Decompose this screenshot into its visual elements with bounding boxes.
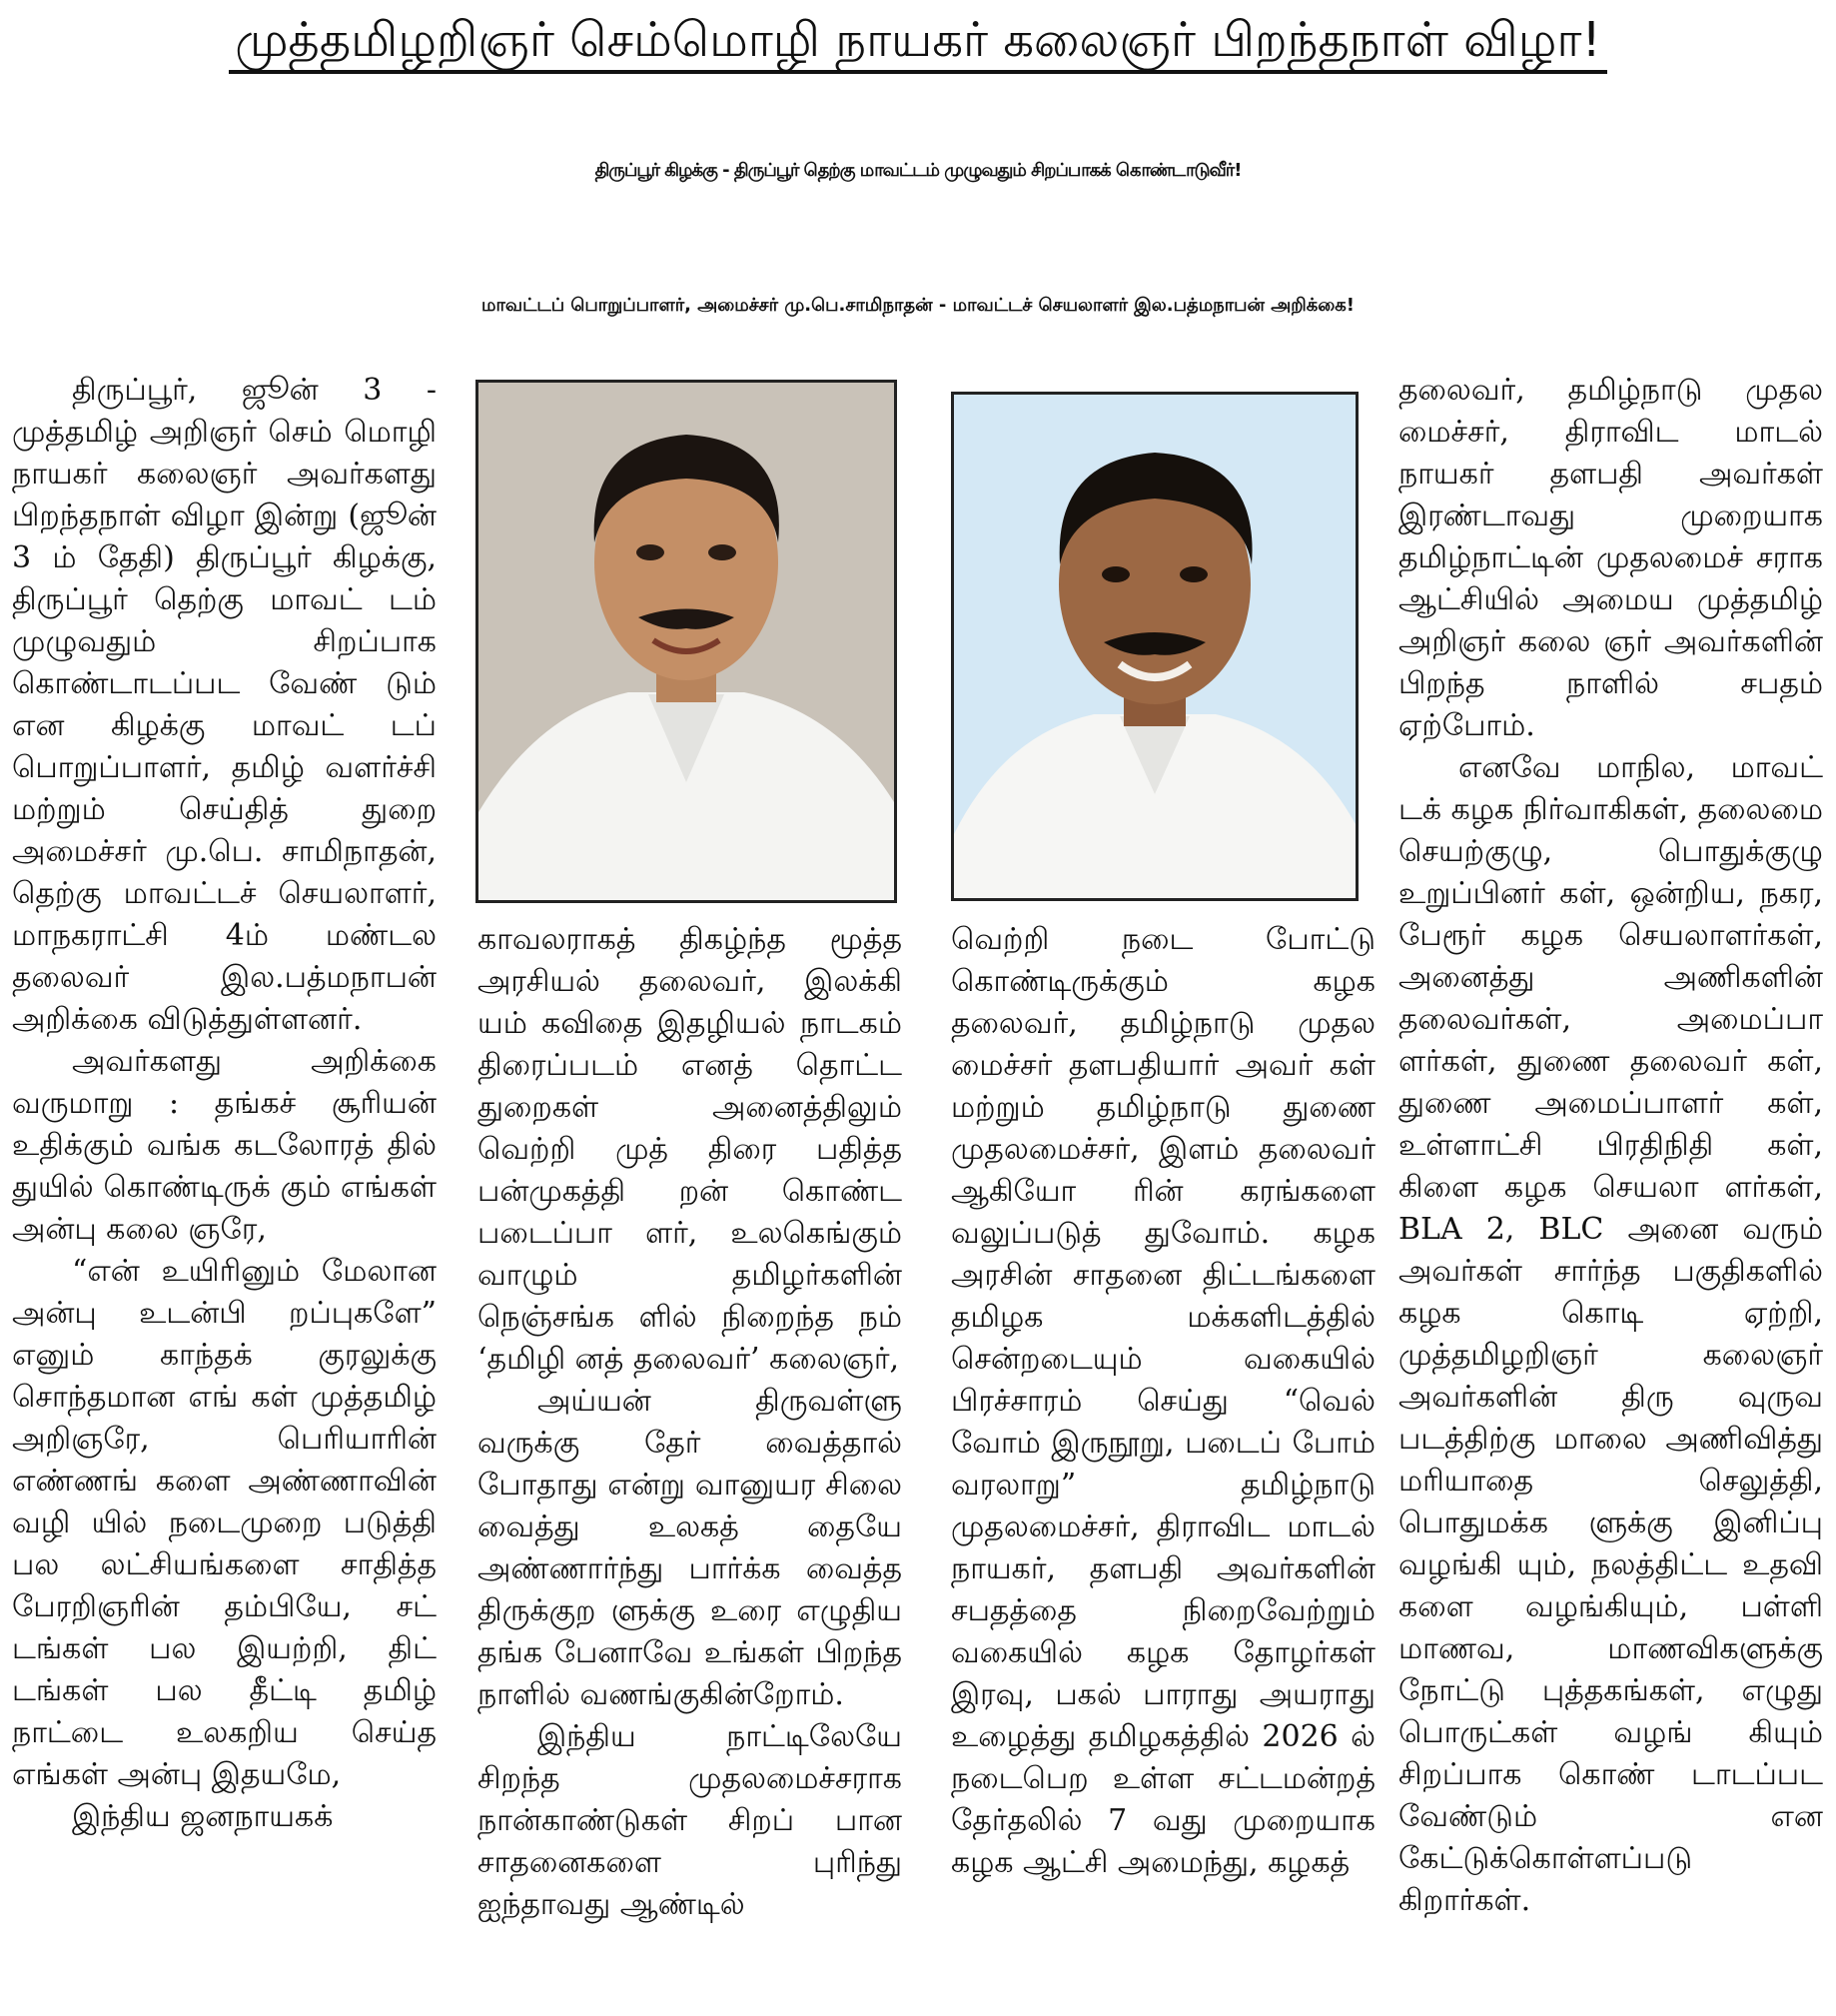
kicker (0, 8, 1836, 72)
paragraph: அய்யன் திருவள்ளு வருக்கு தேர் வைத்தால் போதாது என்று வானுயர சிலை வைத்து உலகத் தையே அண்ணார்ந்து பார்க்க வைத்த திருக்குற ளுக்கு உரை எழுதிய தங்க பேனாவே உங்கள் பிறந்த நாளில் வணங்குகின்றோம். (477, 1384, 902, 1712)
paragraph: திருப்பூர், ஜூன் 3 - முத்தமிழ் அறிஞர் செம் மொழி நாயகர் கலைஞர் அவர்களது பிறந்தநாள் விழா இன்று (ஜூன் 3 ம் தேதி) திருப்பூர் கிழக்கு, திருப்பூர் தெற்கு மாவட் டம் முழுவதும் சிறப்பாக கொண்டாடப்பட வேண் டும் என கிழக்கு மாவட் டப் பொறுப்பாளர், தமிழ் வளர்ச்சி மற்றும் செய்தித் துறை அமைச்சர் மு.பெ. சாமிநாதன், தெற்கு மாவட்டச் செயலாளர், மாநகராட்சி 4ம் மண்டல தலைவர் இல.பத்மநாபன் அறிக்கை விடுத்துள்ளனர். (12, 373, 437, 1037)
paragraph: அவர்களது அறிக்கை வருமாறு : தங்கச் சூரியன் உதிக்கும் வங்க கடலோரத் தில் துயில் கொண்டிருக் கும் எங்கள் அன்பு கலை ஞரே, (12, 1044, 437, 1247)
subhead: மாவட்டப் பொறுப்பாளர், அமைச்சர் மு.பெ.சாமிநாதன் - மாவட்டச் செயலாளர் இல.பத்மநாபன் அறிக்கை! (480, 295, 1356, 316)
paragraph: இந்திய நாட்டிலேயே சிறந்த முதலமைச்சராக நான்காண்டுகள் சிறப் பான சாதனைகளை புரிந்து ஐந்தாவது ஆண்டில் (477, 1719, 902, 1922)
paragraph: இந்திய ஜனநாயகக் (72, 1799, 334, 1834)
paragraph: எனவே மாநில, மாவட் டக் கழக நிர்வாகிகள், தலைமை செயற்குழு, பொதுக்குழு உறுப்பினர் கள், ஒன்றிய, நகர, பேரூர் கழக செயலாளர்கள், அனைத்து அணிகளின் தலைவர்கள், அமைப்பா ளர்கள், துணை தலைவர் கள், துணை அமைப்பாளர் கள், உள்ளாட்சி பிரதிநிதி கள், கிளை கழக செயலா ளர்கள், BLA 2, BLC அனை வரும் அவர்கள் சார்ந்த பகுதிகளில் கழக கொடி ஏற்றி, முத்தமிழறிஞர் கலைஞர் அவர்களின் திரு வுருவ படத்திற்கு மாலை அணிவித்து மரியாதை செலுத்தி, பொதுமக்க ளுக்கு இனிப்பு வழங்கி யும், நலத்திட்ட உதவி களை வழங்கியும், பள்ளி மாணவ, மாணவிகளுக்கு நோட்டு புத்தகங்கள், எழுது பொருட்கள் வழங் கியும் சிறப்பாக கொண் டாடப்பட வேண்டும் என கேட்டுக்கொள்ளப்படு கிறார்கள். (1398, 750, 1823, 1918)
headline: திருப்பூர் கிழக்கு - திருப்பூர் தெற்கு மாவட்டம் முழுவதும் சிறப்பாகக் கொண்டாடுவீர்! (594, 160, 1242, 181)
paragraph: வெற்றி நடை போட்டு கொண்டிருக்கும் கழக தலைவர், தமிழ்நாடு முதல மைச்சர் தளபதியார் அவர் கள் மற்றும் தமிழ்நாடு துணை முதலமைச்சர், இளம் தலைவர் ஆகியோ ரின் கரங்களை வலுப்படுத் துவோம். கழக அரசின் சாதனை திட்டங்களை தமிழக மக்களிடத்தில் சென்றடையும் வகையில் பிரச்சாரம் செய்து “வெல் வோம் இருநூறு, படைப் போம் வரலாறு” தமிழ்நாடு முதலமைச்சர், திராவிட மாடல் நாயகர், தளபதி அவர்களின் சபதத்தை நிறைவேற்றும் வகையில் கழக தோழர்கள் இரவு, பகல் பாராது அயராது உழைத்து தமிழகத்தில் 2026 ல் நடைபெற உள்ள சட்டமன்றத் தேர்தலில் 7 வது முறையாக கழக ஆட்சி அமைந்து, கழகத் (951, 922, 1376, 1880)
person-portrait-icon (478, 383, 894, 900)
paragraph: காவலராகத் திகழ்ந்த மூத்த அரசியல் தலைவர், இலக்கி யம் கவிதை இதழியல் நாடகம் திரைப்படம் எனத் தொட்ட துறைகள் அனைத்திலும் வெற்றி முத் திரை பதித்த பன்முகத்தி றன் கொண்ட படைப்பா ளர், உலகெங்கும் வாழும் தமிழர்களின் நெஞ்சங்க ளில் நிறைந்த நம் ‘தமிழி னத் தலைவர்’ கலைஞர், (477, 922, 902, 1377)
portrait-photo-right (951, 392, 1359, 901)
paragraph: தலைவர், தமிழ்நாடு முதல மைச்சர், திராவிட மாடல் நாயகர் தளபதி அவர்கள் இரண்டாவது முறையாக தமிழ்நாட்டின் முதலமைச் சராக ஆட்சியில் அமைய முத்தமிழ் அறிஞர் கலை ஞர் அவர்களின் பிறந்த நாளில் சபதம் ஏற்போம். (1398, 373, 1823, 743)
article-column-4 (1398, 370, 1823, 2008)
kicker-text: முத்தமிழறிஞர் செம்மொழி நாயகர் கலைஞர் பிறந்தநாள் விழா! (229, 12, 1606, 74)
person-portrait-icon (954, 395, 1356, 898)
article-column-3 (951, 919, 1376, 2008)
article-column-2 (477, 919, 902, 2008)
portrait-photo-left (475, 380, 897, 903)
article-column-1 (12, 370, 437, 2008)
paragraph: “என் உயிரினும் மேலான அன்பு உடன்பி றப்புகளே” எனும் காந்தக் குரலுக்கு சொந்தமான எங் கள் முத்தமிழ் அறிஞரே, பெரியாரின் எண்ணங் களை அண்ணாவின் வழி யில் நடைமுறை படுத்தி பல லட்சியங்களை சாதித்த பேரறிஞரின் தம்பியே, சட் டங்கள் பல இயற்றி, திட் டங்கள் பல தீட்டி தமிழ் நாட்டை உலகறிய செய்த எங்கள் அன்பு இதயமே, (12, 1254, 437, 1792)
